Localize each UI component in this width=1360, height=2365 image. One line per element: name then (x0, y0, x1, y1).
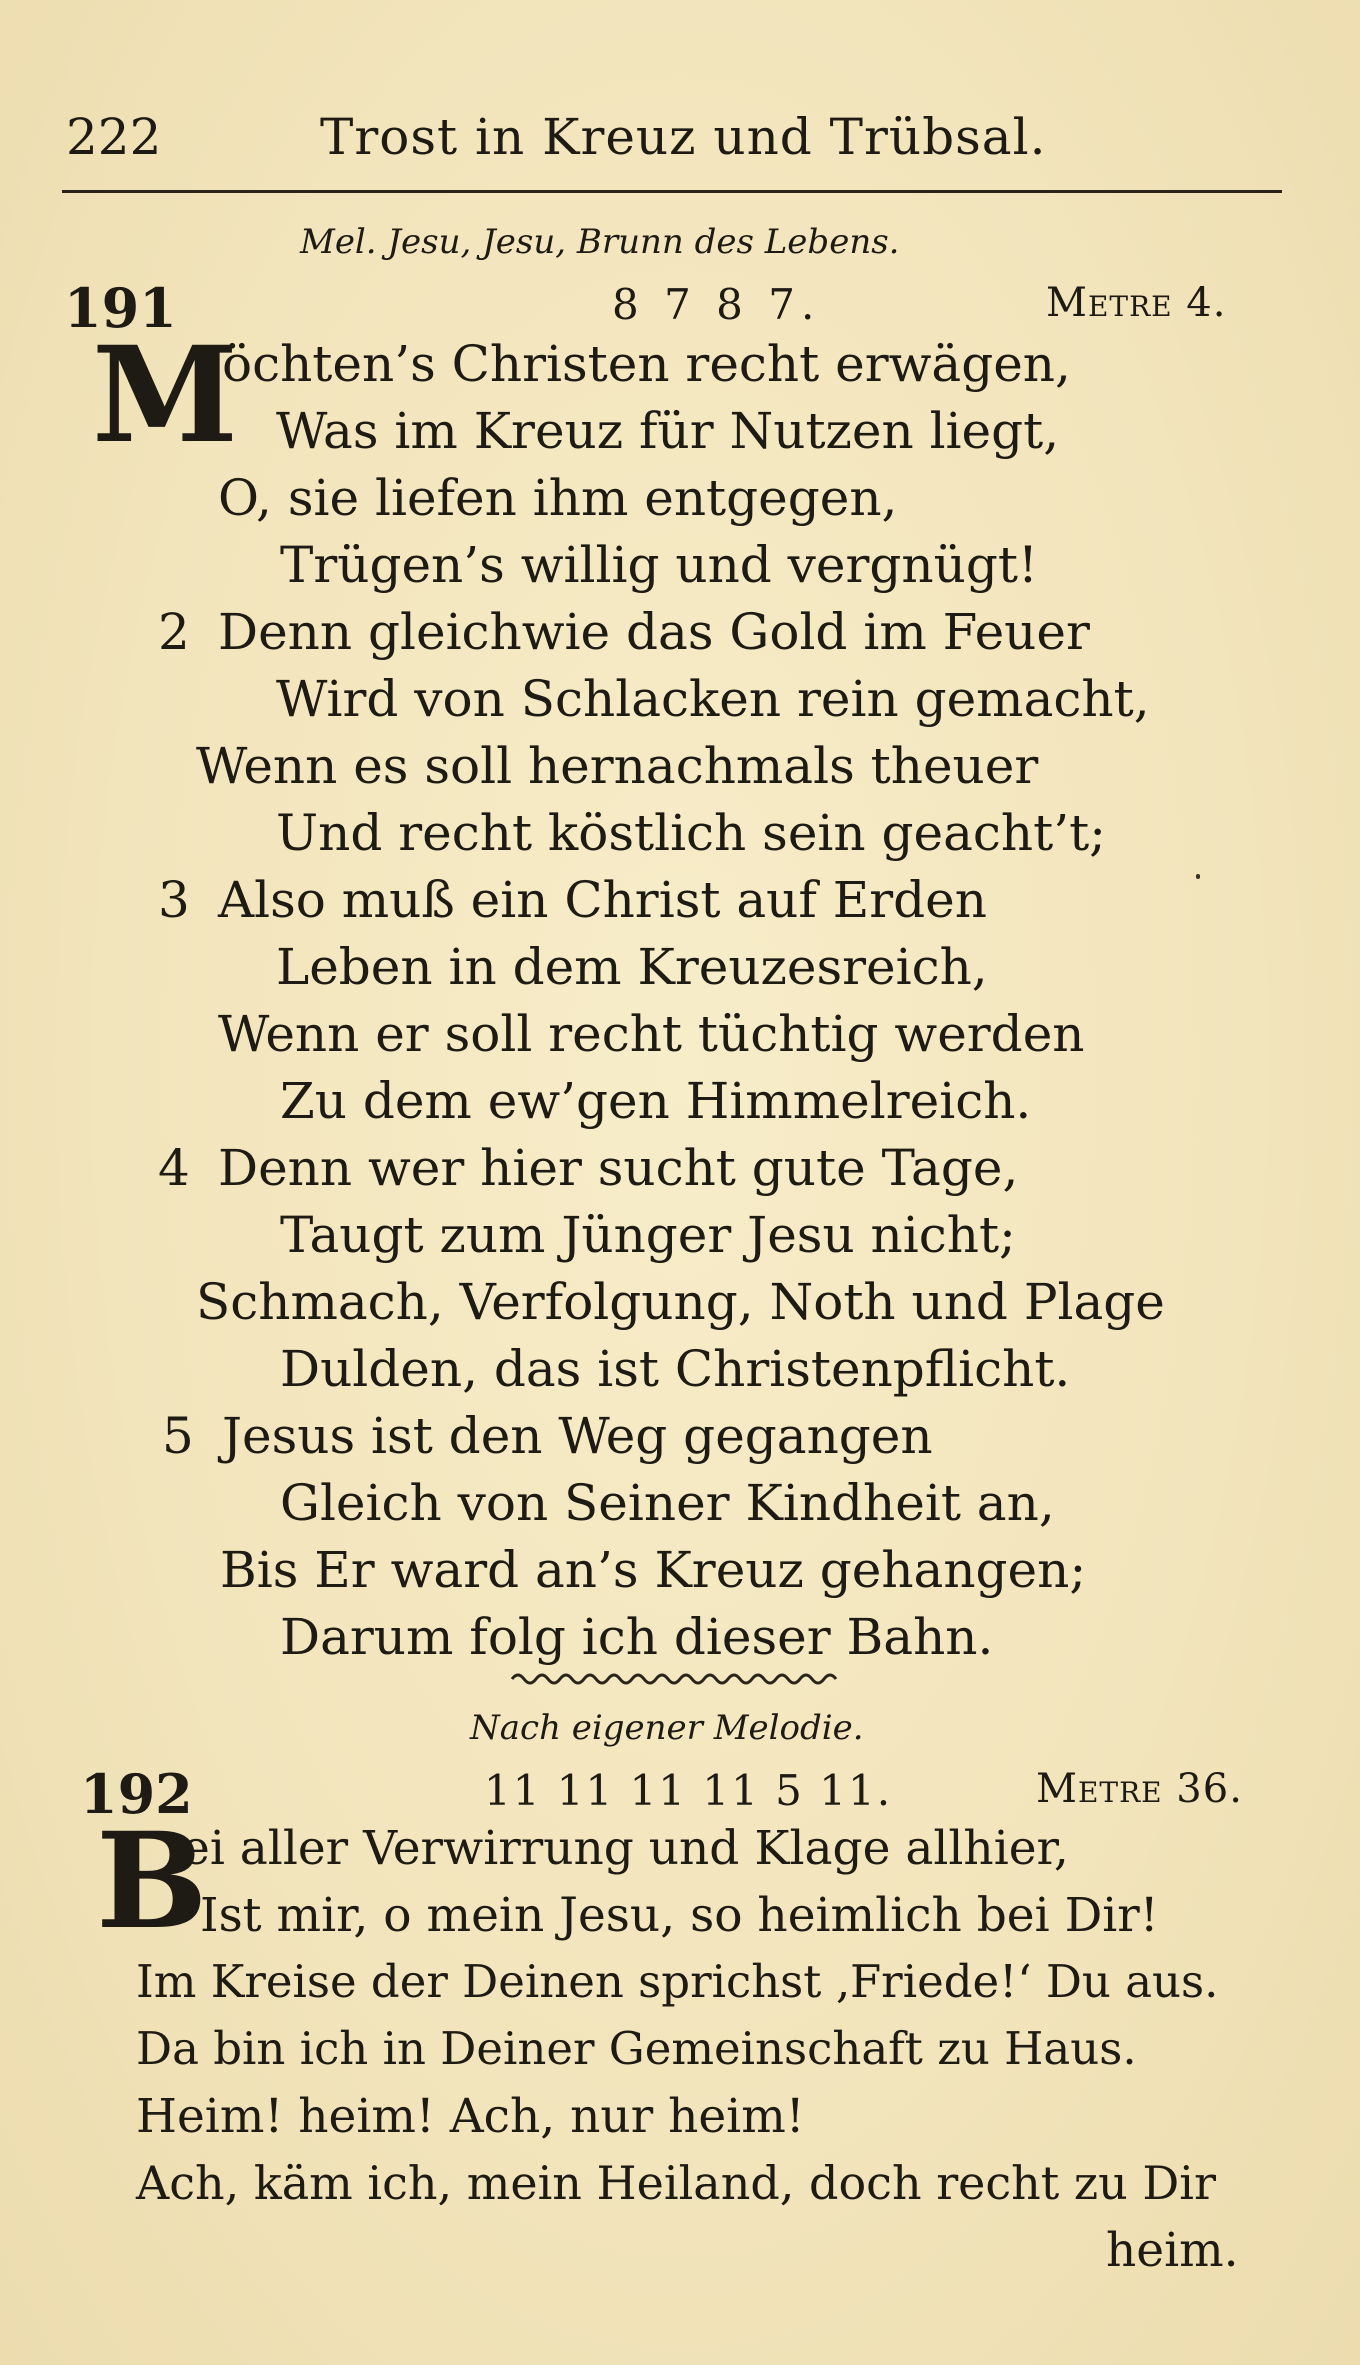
hymn-192-melody: Nach eigener Melodie. (470, 1708, 864, 1748)
hymn-191-verse-2-line-2: Wird von Schlacken rein gemacht, (276, 670, 1150, 728)
hymn-191-verse-2-line-1: Denn gleichwie das Gold im Feuer (218, 603, 1090, 661)
hymn-192-dropcap: B (96, 1804, 208, 1959)
hymn-192-line-3: Im Kreise der Deinen sprichst ‚Friede!‘ Du aus. (136, 1955, 1219, 2008)
hymn-191-verse-5-line-3: Bis Er ward an’s Kreuz gehangen; (220, 1541, 1087, 1599)
hymn-191-verse-2-number: 2 (158, 603, 190, 661)
hymn-191-verse-4-line-4: Dulden, das ist Christenpflicht. (280, 1340, 1071, 1398)
hymn-192-line-2: Ist mir, o mein Jesu, so heimlich bei Dir! (200, 1888, 1159, 1943)
hymn-191-meter: 8 7 8 7. (612, 280, 821, 329)
hymn-191-verse-5-number: 5 (162, 1407, 194, 1465)
hymn-191-verse-4-line-3: Schmach, Verfolgung, Noth und Plage (196, 1273, 1165, 1331)
hymn-191-verse-1-line-1: öchten’s Christen recht erwägen, (222, 335, 1071, 393)
hymn-191-verse-4-number: 4 (158, 1139, 190, 1197)
running-head: Trost in Kreuz und Trübsal. (320, 108, 1047, 166)
hymn-191-verse-1-line-3: O, sie liefen ihm entgegen, (218, 469, 898, 527)
hymn-191-verse-3-number: 3 (158, 871, 190, 929)
hymn-191-verse-1-line-4: Trügen’s willig und vergnügt! (280, 536, 1039, 594)
hymn-191-verse-1-line-2: Was im Kreuz für Nutzen liegt, (276, 402, 1060, 460)
header-rule (62, 190, 1282, 193)
hymn-192-line-4: Da bin ich in Deiner Gemeinschaft zu Haus. (136, 2022, 1137, 2075)
hymn-191-metre-label: Metre 4. (1046, 280, 1227, 326)
hymn-192-meter: 11 11 11 11 5 11. (484, 1766, 893, 1815)
hymn-191-verse-3-line-2: Leben in dem Kreuzesreich, (276, 938, 988, 996)
hymn-191-verse-5-line-4: Darum folg ich dieser Bahn. (280, 1608, 994, 1666)
hymn-191-verse-5-line-1: Jesus ist den Weg gegangen (222, 1407, 933, 1465)
hymn-191-number: 191 (64, 276, 177, 340)
hymn-191-verse-3-line-4: Zu dem ew’gen Himmelreich. (280, 1072, 1032, 1130)
hymn-191-verse-2-line-3: Wenn es soll hernachmals theuer (196, 737, 1039, 795)
hymn-192-line-6: Ach, käm ich, mein Heiland, doch recht zu Dir (136, 2156, 1216, 2210)
hymn-191-verse-5-line-2: Gleich von Seiner Kindheit an, (280, 1474, 1055, 1532)
page-number: 222 (66, 108, 162, 166)
hymn-192-line-5: Heim! heim! Ach, nur heim! (136, 2089, 805, 2144)
hymn-191-dropcap: M (92, 318, 239, 473)
hymn-191-melody: Mel. Jesu, Jesu, Brunn des Lebens. (300, 222, 900, 262)
hymn-191-verse-2-line-4: Und recht köstlich sein geacht’t; (276, 804, 1107, 862)
hymn-191-verse-4-line-2: Taugt zum Jünger Jesu nicht; (280, 1206, 1016, 1264)
hymn-191-verse-4-line-1: Denn wer hier sucht gute Tage, (218, 1139, 1019, 1197)
ink-speck (1196, 874, 1200, 879)
hymn-192-number: 192 (80, 1762, 193, 1826)
hymn-191-verse-3-line-1: Also muß ein Christ auf Erden (218, 871, 987, 929)
hymn-191-verse-3-line-3: Wenn er soll recht tüchtig werden (218, 1005, 1085, 1063)
hymn-192-line-1: ei aller Verwirrung und Klage allhier, (182, 1821, 1069, 1876)
hymn-192-line-7: heim. (1106, 2223, 1239, 2278)
hymn-192-metre-label: Metre 36. (1036, 1766, 1243, 1812)
wave-ornament-divider (510, 1668, 840, 1690)
